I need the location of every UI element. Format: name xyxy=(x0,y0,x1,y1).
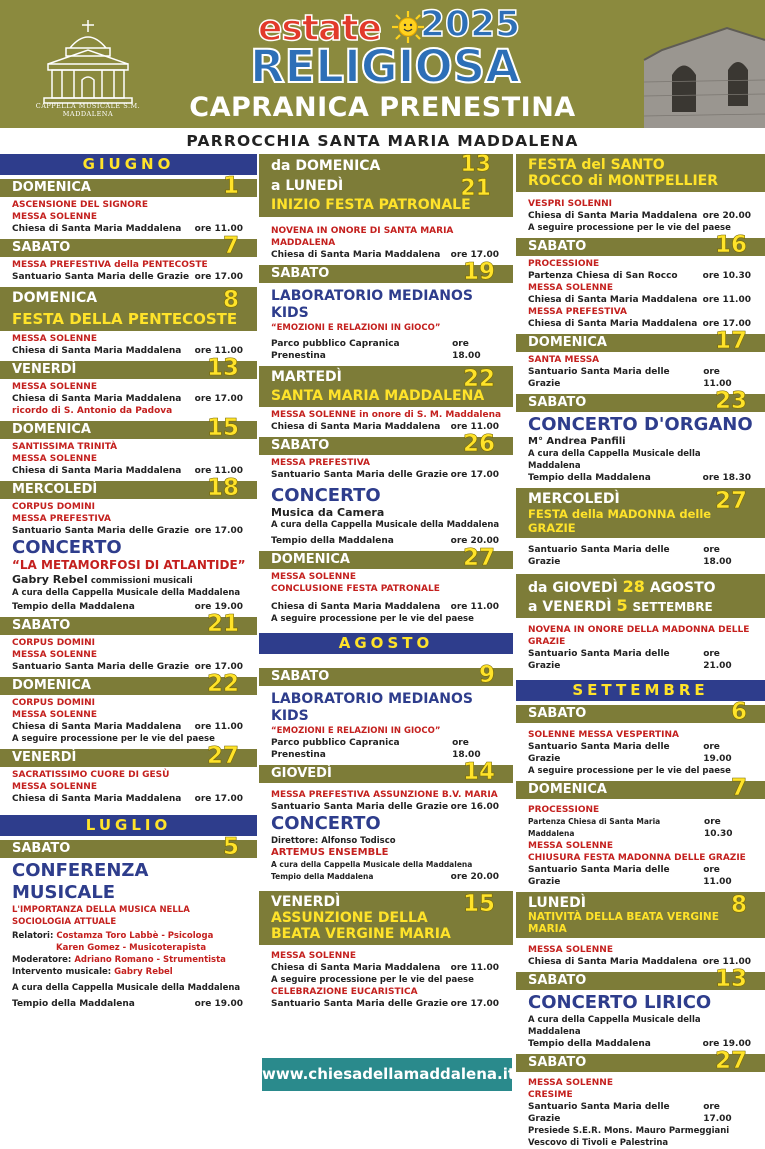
event-block: MESSA PREFESTIVA della PENTECOSTE Santuario Santa Maria delle Grazie ore 17.00 xyxy=(12,260,243,282)
title-estate: estate xyxy=(258,8,381,49)
day-header: SABATO 19 xyxy=(259,265,513,283)
day-header: SABATO 16 xyxy=(516,238,765,256)
day-header: DOMENICA 22 xyxy=(0,677,257,695)
day-header: SABATO 26 xyxy=(259,437,513,455)
parish-name: PARROCCHIA SANTA MARIA MADDALENA xyxy=(186,132,579,150)
event-block: CORPUS DOMINI MESSA SOLENNE Chiesa di Santa Maria Maddalena ore 11.00 A seguire processione per le vie del paese xyxy=(12,698,243,744)
event-block: LABORATORIO MEDIANOS KIDS “EMOZIONI E RELAZIONI IN GIOCO” Parco pubblico Capranica Prenestina ore 18.00 xyxy=(271,691,481,760)
novena-header: da GIOVEDÌ 28 AGOSTO a VENERDÌ 5 SETTEMBRE xyxy=(516,574,765,618)
day-header: SABATO 5 xyxy=(0,840,257,858)
day-header: DOMENICA 27 xyxy=(259,551,513,569)
event-block: CORPUS DOMINI MESSA SOLENNE Santuario Santa Maria delle Grazie ore 17.00 xyxy=(12,638,243,672)
column-middle xyxy=(259,152,513,1010)
event-block: SANTA MESSA Santuario Santa Maria delle Grazie ore 11.00 xyxy=(528,355,732,389)
title-year: 2025 xyxy=(420,4,521,45)
month-giugno: GIUGNO xyxy=(0,154,257,175)
patronal-header: da DOMENICA 13 a LUNEDÌ 21 INIZIO FESTA PATRONALE xyxy=(259,154,513,217)
month-agosto: AGOSTO xyxy=(259,633,513,654)
event-block: VESPRI SOLENNI Chiesa di Santa Maria Maddalena ore 20.00 A seguire processione per le vie del paese xyxy=(528,199,751,233)
event-block: LABORATORIO MEDIANOS KIDS “EMOZIONI E RELAZIONI IN GIOCO” Parco pubblico Capranica Prenestina ore 18.00 xyxy=(271,288,481,361)
day-header: SABATO 9 xyxy=(259,668,513,686)
event-block: MESSA PREFESTIVA Santuario Santa Maria delle Grazie ore 17.00 CONCERTO Musica da Camera A cura della Cappella Musicale della Maddalena Tempio della Maddalena ore 20.00 xyxy=(271,458,500,546)
day-header: VENERDÌ 13 xyxy=(0,361,257,379)
day-header: DOMENICA 1 xyxy=(0,179,257,197)
event-block: MESSA SOLENNE in onore di S. M. Maddalena Chiesa di Santa Maria Maddalena ore 11.00 xyxy=(271,410,502,432)
event-block: CONCERTO D'ORGANO M° Andrea Panfili A cura della Cappella Musicale della Maddalena Tempio della Maddalena ore 18.30 xyxy=(528,414,753,483)
day-header-large: LUNEDÌ 8 NATIVITÀ DELLA BEATA VERGINE MARIA xyxy=(516,892,765,938)
event-block: CONCERTO LIRICO A cura della Cappella Musicale della Maddalena Tempio della Maddalena ore 19.00 xyxy=(528,992,751,1049)
city-name: CAPRANICA PRENESTINA xyxy=(189,92,576,123)
day-header: VENERDÌ 27 xyxy=(0,749,257,767)
column-left xyxy=(0,152,257,1010)
day-header-large: VENERDÌ 15 ASSUNZIONE DELLA BEATA VERGINE MARIA xyxy=(259,891,513,945)
day-header-large: MERCOLEDÌ 27 FESTA della MADONNA delle GRAZIE xyxy=(516,488,765,538)
event-block: MESSA SOLENNE Chiesa di Santa Maria Maddalena ore 17.00 ricordo di S. Antonio da Padova xyxy=(12,382,243,416)
month-luglio: LUGLIO xyxy=(0,815,257,836)
header-banner xyxy=(0,0,765,128)
column-right xyxy=(516,152,765,1149)
event-block: CONFERENZA MUSICALE L'IMPORTANZA DELLA MUSICA NELLA SOCIOLOGIA ATTUALE Relatori: Costamza Toro Labbè - Psicologa Karen Gomez - Musicoterapista Moderatore: Adriano Romano - Strumentista Intervento musicale: Gabry Rebel A cura della Cappella Musicale della Maddalena Tempio della Maddalena ore 19.00 xyxy=(12,860,243,1009)
day-header: SABATO 6 xyxy=(516,705,765,723)
day-header: MERCOLEDÌ 18 xyxy=(0,481,257,499)
day-header: SABATO 23 xyxy=(516,394,765,412)
day-header: SABATO 21 xyxy=(0,617,257,635)
day-header-large: MARTEDÌ 22 SANTA MARIA MADDALENA xyxy=(259,366,513,407)
logo-caption: CAPPELLA MUSICALE S.M. MADDALENA xyxy=(35,102,141,118)
day-header: SABATO 27 xyxy=(516,1054,765,1072)
event-block: MESSA SOLENNE Chiesa di Santa Maria Maddalena ore 11.00 A seguire processione per le vie del paese CELEBRAZIONE EUCARISTICA Santuario Santa Maria delle Grazie ore 17.00 xyxy=(271,951,499,1009)
day-header-large: DOMENICA 8 FESTA DELLA PENTECOSTE xyxy=(0,287,257,331)
event-block: CORPUS DOMINI MESSA PREFESTIVA Santuario Santa Maria delle Grazie ore 17.00 CONCERTO “LA METAMORFOSI DI ATLANTIDE” Gabry Rebel commissioni musicali A cura della Cappella Musicale della Maddalena Tempio della Maddalena ore 19.00 xyxy=(12,502,246,612)
event-block: ASCENSIONE DEL SIGNORE MESSA SOLENNE Chiesa di Santa Maria Maddalena ore 11.00 xyxy=(12,200,243,234)
day-header: DOMENICA 17 xyxy=(516,334,765,352)
event-block: MESSA SOLENNE CRESIME Santuario Santa Maria delle Grazie ore 17.00 Presiede S.E.R. Mons. Mauro Parmeggiani Vescovo di Tivoli e Palestrina xyxy=(528,1078,732,1148)
event-block: MESSA SOLENNE Chiesa di Santa Maria Maddalena ore 11.00 xyxy=(12,334,243,356)
title-religiosa: RELIGIOSA xyxy=(250,40,520,93)
bell-tower-image xyxy=(632,20,765,128)
event-block: PROCESSIONE Partenza Chiesa di San Rocco ore 10.30 MESSA SOLENNE Chiesa di Santa Maria Maddalena ore 11.00 MESSA PREFESTIVA Chiesa di Santa Maria Maddalena ore 17.00 xyxy=(528,259,751,329)
day-header: SABATO 7 xyxy=(0,239,257,257)
event-block: MESSA SOLENNE CONCLUSIONE FESTA PATRONALE Chiesa di Santa Maria Maddalena ore 11.00 A seguire processione per le vie del paese xyxy=(271,572,499,624)
event-block: NOVENA IN ONORE DELLA MADONNA DELLE GRAZIE Santuario Santa Maria delle Grazie ore 21.00 xyxy=(528,625,750,671)
day-header: GIOVEDÌ 14 xyxy=(259,765,513,783)
day-header: DOMENICA 7 xyxy=(516,781,765,799)
rocco-header: FESTA del SANTO ROCCO di MONTPELLIER xyxy=(516,154,765,192)
event-block: SANTISSIMA TRINITÀ MESSA SOLENNE Chiesa di Santa Maria Maddalena ore 11.00 xyxy=(12,442,243,476)
event-block: MESSA SOLENNE Chiesa di Santa Maria Maddalena ore 11.00 xyxy=(528,945,751,967)
event-block: SOLENNE MESSA VESPERTINA Santuario Santa Maria delle Grazie ore 19.00 A seguire processione per le vie del paese xyxy=(528,730,732,776)
day-header: SABATO 13 xyxy=(516,972,765,990)
event-block: PROCESSIONE Partenza Chiesa di Santa Maria Maddalena ore 10.30 MESSA SOLENNE CHIUSURA FESTA MADONNA DELLE GRAZIE Santuario Santa Maria delle Grazie ore 11.00 xyxy=(528,805,746,887)
day-header: DOMENICA 15 xyxy=(0,421,257,439)
event-block: NOVENA IN ONORE DI SANTA MARIA MADDALENA Chiesa di Santa Maria Maddalena ore 17.00 xyxy=(271,226,499,260)
event-block: SACRATISSIMO CUORE DI GESÙ MESSA SOLENNE Chiesa di Santa Maria Maddalena ore 17.00 xyxy=(12,770,243,804)
event-block: MESSA PREFESTIVA ASSUNZIONE B.V. MARIA Santuario Santa Maria delle Grazie ore 16.00 CONCERTO Direttore: Alfonso Todisco ARTEMUS ENSEMBLE A cura della Cappella Musicale della Maddalena Tempio della Maddalena ore 20.00 xyxy=(271,790,499,882)
website-link[interactable]: www.chiesadellamaddalena.it xyxy=(262,1058,512,1091)
month-settembre: SETTEMBRE xyxy=(516,680,765,701)
event-block: Santuario Santa Maria delle Grazie ore 18.00 xyxy=(528,545,732,567)
